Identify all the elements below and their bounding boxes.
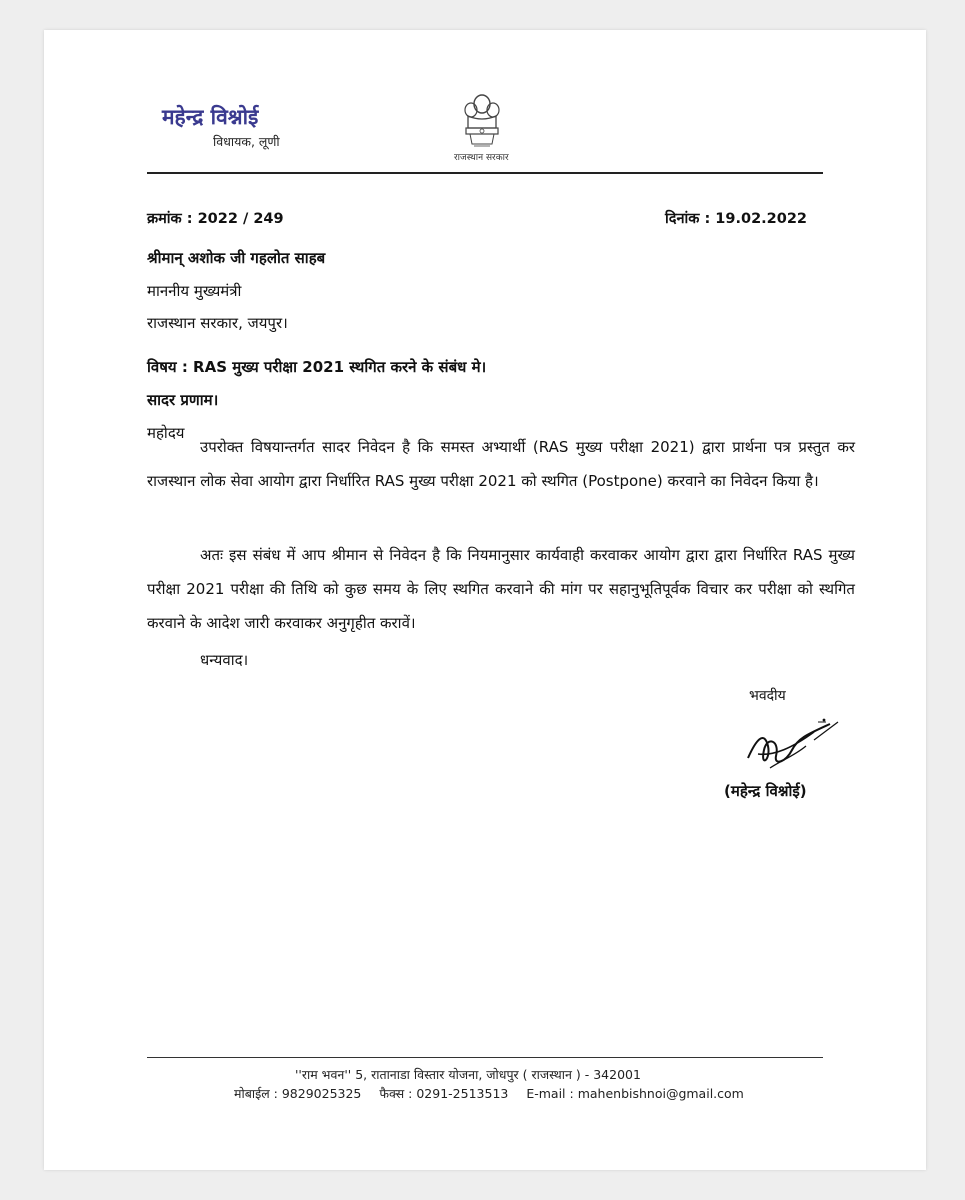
reference-number: क्रमांक : 2022 / 249 (147, 211, 284, 227)
recipient-name: श्रीमान् अशोक जी गहलोत साहब (147, 249, 326, 267)
footer-mobile: मोबाईल : 9829025325 (234, 1086, 362, 1101)
footer-rule (147, 1057, 823, 1058)
letter-page (44, 30, 926, 1170)
letter-date: दिनांक : 19.02.2022 (665, 211, 808, 227)
sign-off: भवदीय (749, 688, 786, 704)
salutation: सादर प्रणाम। (147, 391, 219, 409)
sender-name: महेन्द्र विश्नोई (162, 104, 259, 129)
footer-fax: फैक्स : 0291-2513513 (379, 1086, 509, 1101)
signatory-name: (महेन्द्र विश्नोई) (724, 782, 807, 800)
header-rule (147, 172, 823, 174)
sender-designation: विधायक, लूणी (213, 134, 280, 149)
footer-address: ''राम भवन'' 5, रातानाडा विस्तार योजना, जोधपुर ( राजस्थान ) - 342001 (295, 1067, 641, 1082)
body-paragraph-2: अतः इस संबंध में आप श्रीमान से निवेदन है कि नियमानुसार कार्यवाही करवाकर आयोग द्वारा द्वारा निर्धारित RAS मुख्य परीक्षा 2021 परीक्षा की तिथि को कुछ समय के लिए स्थगित करवाने की मांग पर सहानुभूतिपूर्वक विचार कर परीक्षा को स्थगित करवाने के आदेश जारी करवाकर अनुगृहीत करावें। (147, 546, 855, 632)
recipient-designation: माननीय मुख्यमंत्री (147, 282, 242, 300)
footer-email: E-mail : mahenbishnoi@gmail.com (526, 1086, 744, 1101)
emblem-caption: राजस्थान सरकार (454, 153, 509, 163)
body-paragraph-1: उपरोक्त विषयान्तर्गत सादर निवेदन है कि समस्त अभ्यार्थी (RAS मुख्य परीक्षा 2021) द्वारा प्रार्थना पत्र प्रस्तुत कर राजस्थान लोक सेवा आयोग द्वारा निर्धारित RAS मुख्य परीक्षा 2021 को स्थगित (Postpone) करवाने का निवेदन किया है। (147, 438, 855, 490)
letter-subject: विषय : RAS मुख्य परीक्षा 2021 स्थगित करने के संबंध मे। (147, 358, 487, 376)
closing-thanks: धन्यवाद। (200, 651, 249, 669)
greeting: महोदय (147, 424, 185, 442)
recipient-address: राजस्थान सरकार, जयपुर। (147, 314, 288, 332)
footer-contacts (234, 1085, 758, 1102)
handwritten-signature (734, 710, 844, 782)
